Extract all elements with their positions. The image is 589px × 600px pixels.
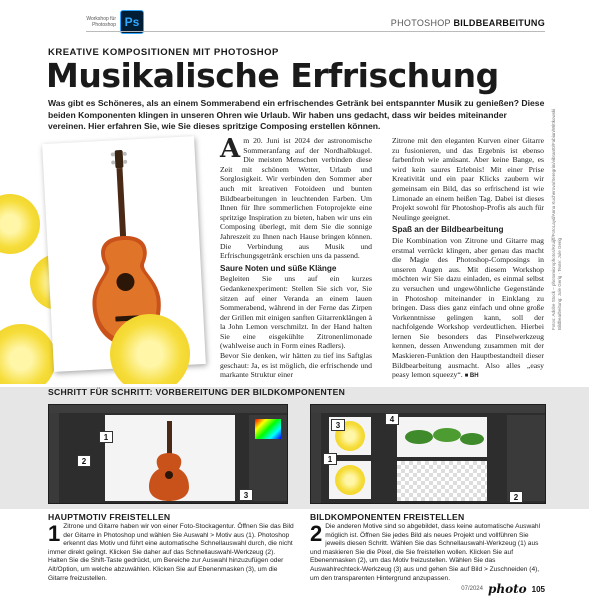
callout-1: 1 <box>99 431 113 443</box>
toolbar-panel <box>49 413 59 504</box>
lemon-slice-canvas <box>329 461 371 499</box>
transparent-canvas <box>397 461 487 501</box>
section-tag <box>391 18 545 28</box>
header-divider <box>86 31 545 32</box>
color-picker <box>255 419 281 439</box>
magazine-logo: photo <box>487 582 527 596</box>
hero-image <box>0 134 216 384</box>
paragraph-text: Die Kombination von Zitrone und Gitarre mag erstmal verrückt klingen, aber genau das macht die Magie des Photoshop-Composings in unseren Augen aus. Mit diesem Workshop möchten wir Sie dazu einladen, es einmal selbst zu versuchen und ungewöhnliche Gegenstände in Photoshop miteinander in Einklang zu bringen. Dass dies ganz einfach und ohne große Vorkenntnisse gelingen kann, soll der nachfolgende Workshop verdeutlichen. Hierbei lernen Sie besonders das Pinselwerkzeug kennen, dessen Anwendung zusammen mit der Maskieren-Funktion den Hauptbestandteil dieser Bildbearbeitung ausmacht. Also alles „easy peasy lemon squeezy“. <box>392 235 544 380</box>
lemon-slice-image <box>0 194 40 254</box>
photo-credit-text-2: Bildbearbeitung: Jule Gerig · Texte: Jule Gerig <box>557 238 562 330</box>
article-lead: Was gibt es Schöneres, als an einem Sommerabend ein erfrischendes Getränk bei entspannter Musik zu genießen? Diese beiden Komponenten klingen in unseren Ohren wie Urlaub. Wir haben uns gedacht, dass wir beides miteinander vereinen. Hier erfahren Sie, wie Sie dieses spritzige Composing erstellen können. <box>48 98 545 131</box>
callout-2: 2 <box>77 455 91 467</box>
layers-panel <box>507 415 545 501</box>
callout-3: 3 <box>331 419 345 431</box>
step1-body <box>48 523 294 583</box>
step2-text: Die anderen Motive sind so abgebildet, dass keine automatische Auswahl möglich ist. Öffnen Sie jedes Bild als neues Projekt und vollführen Sie jeweils diesen Schritt. Wählen Sie das Schnellauswahl-Werkzeug (1) aus und maskieren Sie die Pixel, die Sie freistellen wollen. Klicken Sie auf Ebenenmasken (2), um das Motiv freizustellen. Wählen Sie das Auswahlrechteck-Werkzeug (3) aus und gehen Sie auf Bild > Zuschneiden (4), um den transparenten Hintergrund anzupassen. <box>310 523 541 582</box>
end-mark: ■ BH <box>464 373 479 380</box>
page-footer <box>461 582 545 596</box>
callout-1: 1 <box>323 453 337 465</box>
paragraph: Begleiten Sie uns auf ein kurzes Gedankenexperiment: Stellen Sie sich vor, Sie sitzen auf einer Veranda an einem lauen Sommerabend, während in der Ferne das Zirpen der Grillen mit einigen sanften Gitarrenklängen à la John Lemon verschmilzt. In der Hand halten Sie eine eisgekühlte Zitronenlimonade (wahlweise auch in Form eines Radlers). <box>220 274 372 351</box>
step-section-title: SCHRITT FÜR SCHRITT: VORBEREITUNG DER BILDKOMPONENTEN <box>48 387 346 397</box>
step1-text: Zitrone und Gitarre haben wir von einer Foto-Stockagentur. Öffnen Sie das Bild der Gitarre in Photoshop und wählen Sie Auswahl > Motiv aus (1). Photoshop erkennt das Motiv und führt eine automatische Schnellauswahl durch, die nicht immer direkt gelingt. Klicken Sie daher auf das Schnellauswahl-Werkzeug (2). Halten Sie die Shift-Taste gedrückt, um Bereiche zur Auswahl hinzuzufügen oder Alt/Option, um welche abzuwählen. Klicken Sie auf Ebenenmasken (3), um die Gitarre freizustellen. <box>48 523 294 582</box>
toolbar-panel <box>311 413 321 504</box>
step1-number: 1 <box>48 521 61 546</box>
step1-heading: HAUPTMOTIV FREISTELLEN <box>48 512 171 522</box>
subheading: Spaß an der Bildbearbeitung <box>392 225 504 235</box>
step2-number: 2 <box>310 521 323 546</box>
step2-heading: BILDKOMPONENTEN FREISTELLEN <box>310 512 465 522</box>
app-menubar <box>49 405 288 413</box>
paragraph <box>392 236 544 382</box>
callout-2: 2 <box>509 491 523 503</box>
paragraph: Zitrone mit den eleganten Kurven einer Gitarre zu fusionieren, und das Ergebnis ist ebenso farbenfroh wie amüsant. Aber keine Bange, es wird kein saures Erlebnis! Mit einer Prise Kreativität und ein paar Klicks zaubern wir gemeinsam ein Bild, das so erfrischend ist wie Limonade an einem heißen Tag. Dabei ist dieses Projekt sowohl für Photoshop-Profis als auch für Neulinge geeignet. <box>392 136 544 222</box>
article-headline: Musikalische Erfrischung <box>46 56 499 95</box>
canvas-area <box>105 415 235 501</box>
article-kicker: KREATIVE KOMPOSITIONEN MIT PHOTOSHOP <box>48 47 279 58</box>
issue-date: 07/2024 <box>461 586 483 592</box>
guitar-canvas-image <box>105 415 235 501</box>
photoshop-logo-icon: Ps <box>120 10 144 34</box>
badge-caption: Workshop für Photoshop <box>86 16 116 28</box>
photo-credit-secondary <box>557 150 567 330</box>
lemon-slice-image <box>110 314 190 384</box>
leaves-canvas <box>397 417 487 457</box>
app-menubar <box>311 405 546 413</box>
lemon-slice-image <box>0 324 56 384</box>
callout-4: 4 <box>385 413 399 425</box>
section-highlight: BILDBEARBEITUNG <box>453 18 545 28</box>
step2-body <box>310 523 548 583</box>
dropcap: A <box>220 134 241 164</box>
photo-credit-text: Fotos: Adobe Stock – photomicrophotos/Kruijff/FotoLayd/Anna Kucherova/Seregrim/vibrant0/Fabian/Wittkowski <box>551 108 556 330</box>
step1-screenshot <box>48 404 288 504</box>
callout-3: 3 <box>239 489 253 501</box>
section-label: PHOTOSHOP <box>390 18 451 28</box>
article-column-2 <box>392 136 544 382</box>
article-column-1 <box>220 136 372 380</box>
paragraph: Bevor Sie denken, wir hätten zu tief ins Saftglas geschaut: Ja, es ist möglich, die erfrischende und markante Struktur einer <box>220 351 372 380</box>
leaves-image <box>397 417 487 457</box>
paragraph: m 20. Juni ist 2024 der astronomische Sommeranfang auf der Nordhalbkugel. Die meisten Menschen verbinden diese Zeit mit schönem Wetter, Urlaub und Sorglosigkeit. Wir verbinden den Sommer aber auch mit kreativen Fotoideen und bunten Bildbearbeitungen in leuchtenden Farben. Um Ihnen für Ihre sommerlichen Fotoprojekte eine spritzige Inspiration zu bieten, haben wir uns ein Composing überlegt, mit dem Sie die sonnige Jahreszeit zu Ihnen nach Hause bringen können. Die Verbindung aus Musik und Erfrischungsgetränk erschien uns da passend. <box>220 136 372 261</box>
subheading: Saure Noten und süße Klänge <box>220 263 337 273</box>
step2-screenshot <box>310 404 546 504</box>
page-number: 105 <box>531 584 545 594</box>
lemon-slice-image <box>335 465 365 495</box>
